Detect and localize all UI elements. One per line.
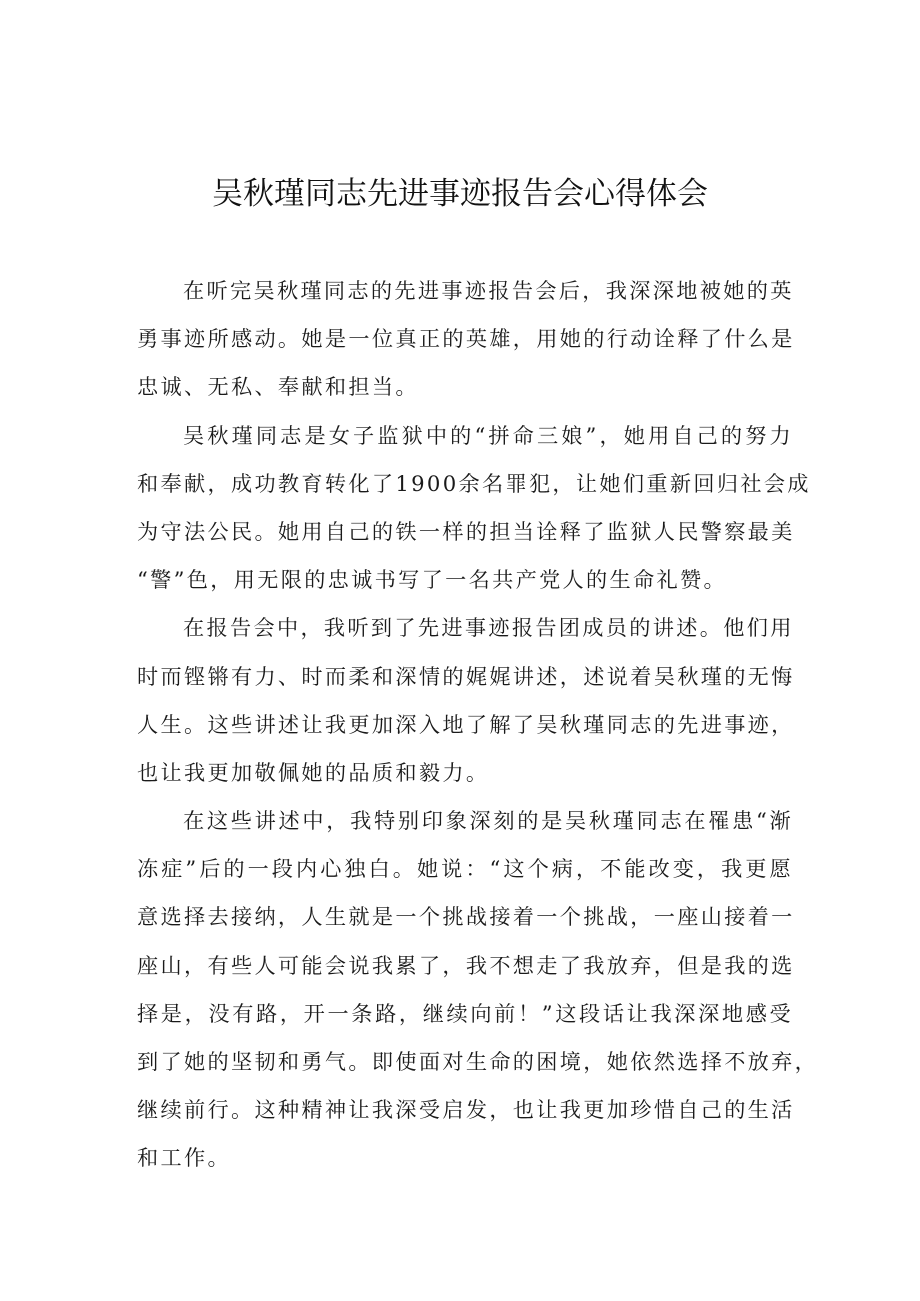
text-line: 勇事迹所感动。她是一位真正的英雄，用她的行动诠释了什么是 [137,326,795,352]
paragraph [137,267,793,412]
paragraph [137,797,819,1183]
text-line: 座山，有些人可能会说我累了，我不想走了我放弃，但是我的选 [137,952,795,978]
text-line: 在听完吴秋瑾同志的先进事迹报告会后，我深深地被她的英 [183,278,794,303]
text-line: 忠诚、无私、奉献和担当。 [137,374,419,400]
text-line: 在报告会中，我听到了先进事迹报告团成员的讲述。他们用 [183,615,794,641]
text-line: 意选择去接纳，人生就是一个挑战接着一个挑战，一座山接着一 [137,904,795,930]
text-line: “警”色，用无限的忠诚书写了一名共产党人的生命礼赞。 [137,567,727,593]
text-line: 人生。这些讲述让我更加深入地了解了吴秋瑾同志的先进事迹， [137,711,795,737]
text-line: 冻症”后的一段内心独白。她说：“这个病，不能改变，我更愿 [137,856,793,882]
paragraph [137,412,811,605]
document-body [137,267,819,1183]
text-line: 继续前行。这种精神让我深受启发，也让我更加珍惜自己的生活 [137,1097,795,1123]
paragraph [137,604,793,797]
text-line: 择是，没有路，开一条路，继续向前！”这段话让我深深地感受 [137,1000,793,1026]
text-line: 到了她的坚韧和勇气。即使面对生命的困境，她依然选择不放弃， [137,1049,819,1074]
text-line: 为守法公民。她用自己的铁一样的担当诠释了监狱人民警察最美 [137,518,795,544]
text-line: 和工作。 [137,1145,231,1171]
document-title: 吴秋瑾同志先进事迹报告会心得体会 [212,176,708,212]
text-line: 吴秋瑾同志是女子监狱中的“拼命三娘”，她用自己的努力 [183,422,793,448]
text-line: 在这些讲述中，我特别印象深刻的是吴秋瑾同志在罹患“渐 [183,808,793,834]
text-line: 时而铿锵有力、时而柔和深情的娓娓讲述，述说着吴秋瑾的无悔 [137,663,795,689]
text-line: 和奉献，成功教育转化了1900余名罪犯，让她们重新回归社会成 [137,470,811,496]
text-line: 也让我更加敬佩她的品质和毅力。 [137,759,490,785]
